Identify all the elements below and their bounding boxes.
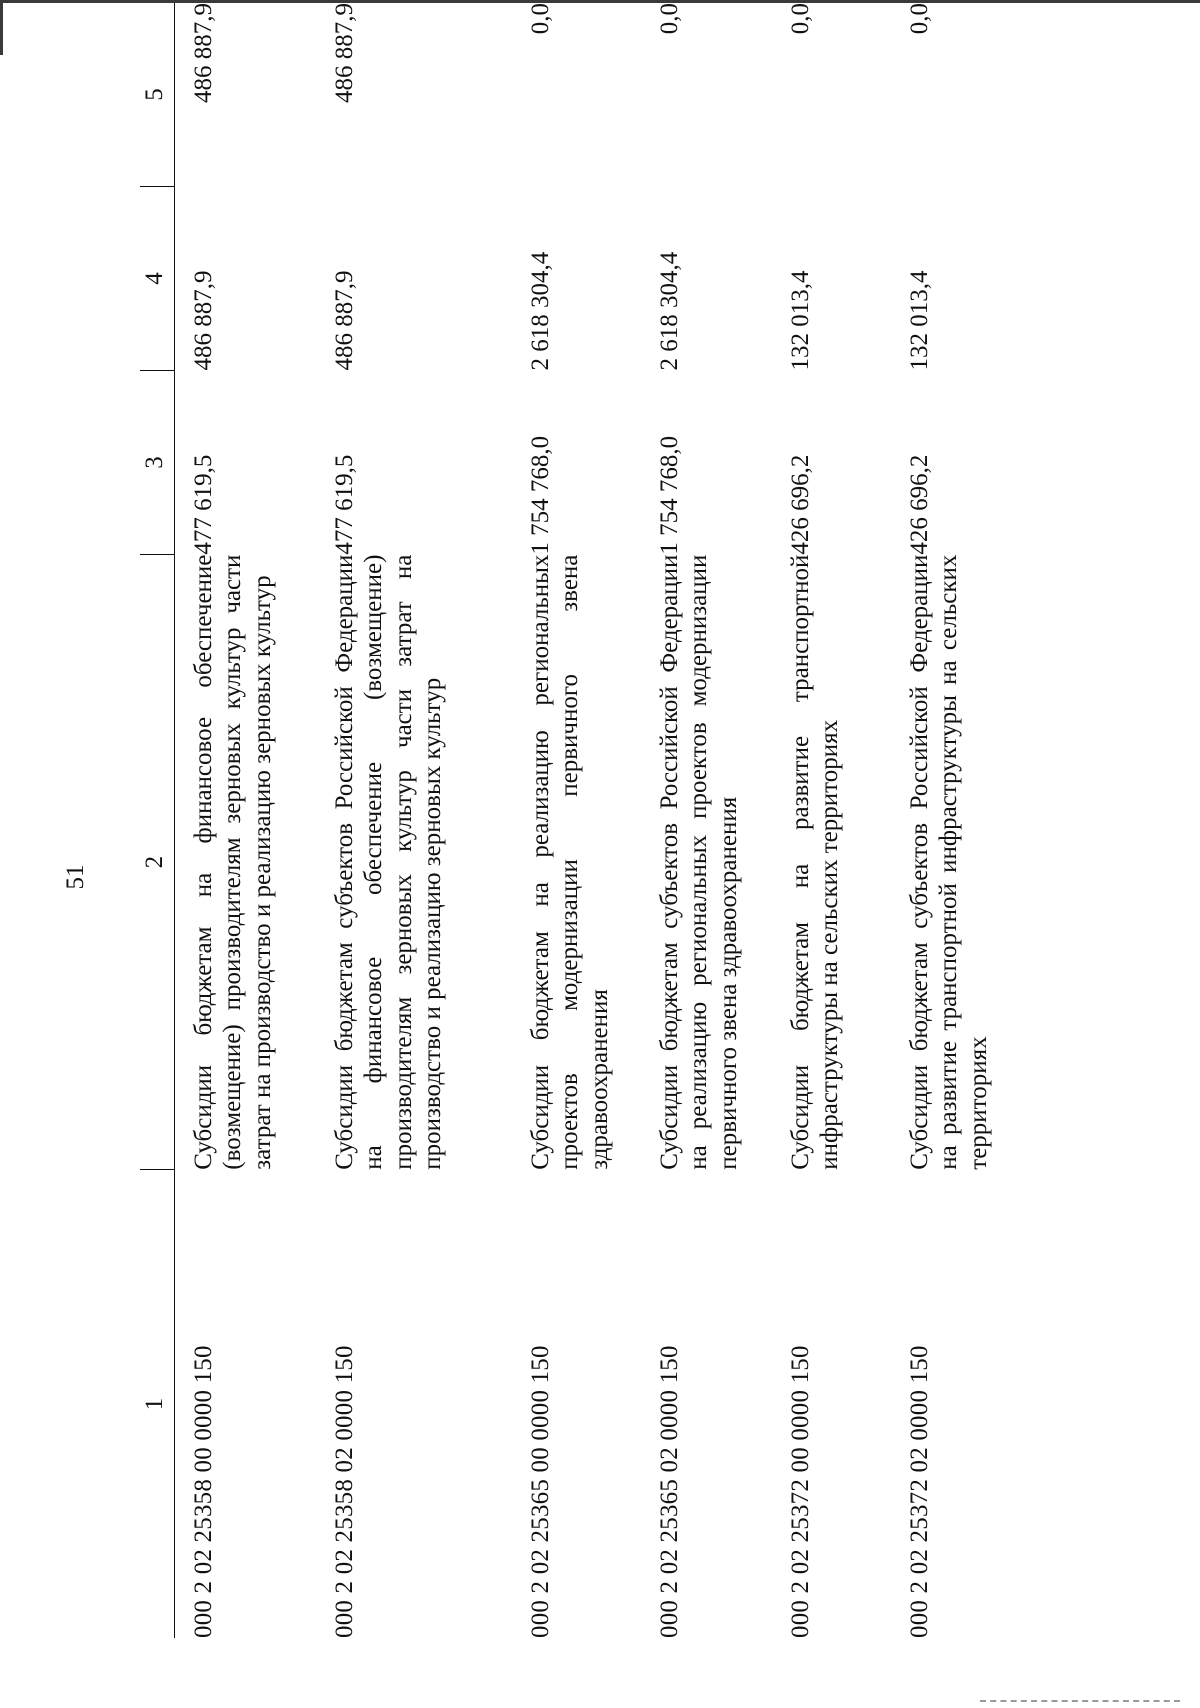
row-name: Субсидии бюджетам на развитие транспортной инфраструктуры на сельских территориях xyxy=(786,554,843,1170)
row-code: 000 2 02 25372 00 0000 150 xyxy=(786,1345,814,1638)
header-col-5: 5 xyxy=(140,3,174,186)
table-row xyxy=(891,3,1015,1638)
table-header xyxy=(140,3,174,1638)
row-value-col3: 1 754 768,0 xyxy=(655,435,683,555)
row-value-col3: 426 696,2 xyxy=(786,454,814,555)
row-value-col4: 2 618 304,4 xyxy=(526,251,554,371)
row-value-col5: 0,0 xyxy=(655,3,683,35)
row-value-col4: 132 013,4 xyxy=(905,270,933,371)
row-value-col4: 2 618 304,4 xyxy=(655,251,683,371)
row-code: 000 2 02 25358 02 0000 150 xyxy=(330,1345,358,1638)
header-col-4: 4 xyxy=(140,186,174,370)
row-value-col3: 477 619,5 xyxy=(330,454,358,555)
header-col-1: 1 xyxy=(140,1170,174,1638)
page-number: 51 xyxy=(62,864,89,890)
row-value-col5: 486 887,9 xyxy=(330,3,358,103)
row-value-col5: 0,0 xyxy=(786,3,814,35)
row-value-col5: 486 887,9 xyxy=(189,3,217,103)
row-value-col4: 486 887,9 xyxy=(330,270,358,371)
row-value-col4: 486 887,9 xyxy=(189,270,217,371)
table-row xyxy=(512,3,641,1638)
row-code: 000 2 02 25372 02 0000 150 xyxy=(905,1345,933,1638)
header-col-2: 2 xyxy=(140,555,174,1170)
row-name: Субсидии бюджетам субъектов Российской Федерации на финансовое обеспечение (возмещение) производителям зерновых культур части затрат на производство и реализацию зерновых культур xyxy=(330,554,446,1170)
table-row xyxy=(174,3,316,1638)
row-name: Субсидии бюджетам субъектов Российской Федерации на реализацию региональных проектов модернизации первичного звена здравоохранения xyxy=(655,554,742,1170)
header-col-3: 3 xyxy=(140,371,174,555)
table-row xyxy=(641,3,772,1638)
table-body xyxy=(174,3,1015,1638)
row-value-col4: 132 013,4 xyxy=(786,270,814,371)
budget-table xyxy=(140,3,1015,1638)
row-value-col3: 426 696,2 xyxy=(905,454,933,555)
row-name: Субсидии бюджетам субъектов Российской Федерации на развитие транспортной инфраструктуры на сельских территориях xyxy=(905,554,992,1170)
table-row xyxy=(316,3,512,1638)
row-value-col5: 0,0 xyxy=(526,3,554,35)
row-value-col5: 0,0 xyxy=(905,3,933,35)
table-row xyxy=(772,3,891,1638)
row-value-col3: 1 754 768,0 xyxy=(526,435,554,555)
row-code: 000 2 02 25365 00 0000 150 xyxy=(526,1345,554,1638)
row-value-col3: 477 619,5 xyxy=(189,454,217,555)
header-row xyxy=(140,3,174,1638)
row-code: 000 2 02 25358 00 0000 150 xyxy=(189,1345,217,1638)
row-code: 000 2 02 25365 02 0000 150 xyxy=(655,1345,683,1638)
row-name: Субсидии бюджетам на реализацию региональных проектов модернизации первичного звена здравоохранения xyxy=(526,554,613,1170)
row-name: Субсидии бюджетам на финансовое обеспечение (возмещение) производителям зерновых культур части затрат на производство и реализацию зерновых культур xyxy=(189,554,276,1170)
